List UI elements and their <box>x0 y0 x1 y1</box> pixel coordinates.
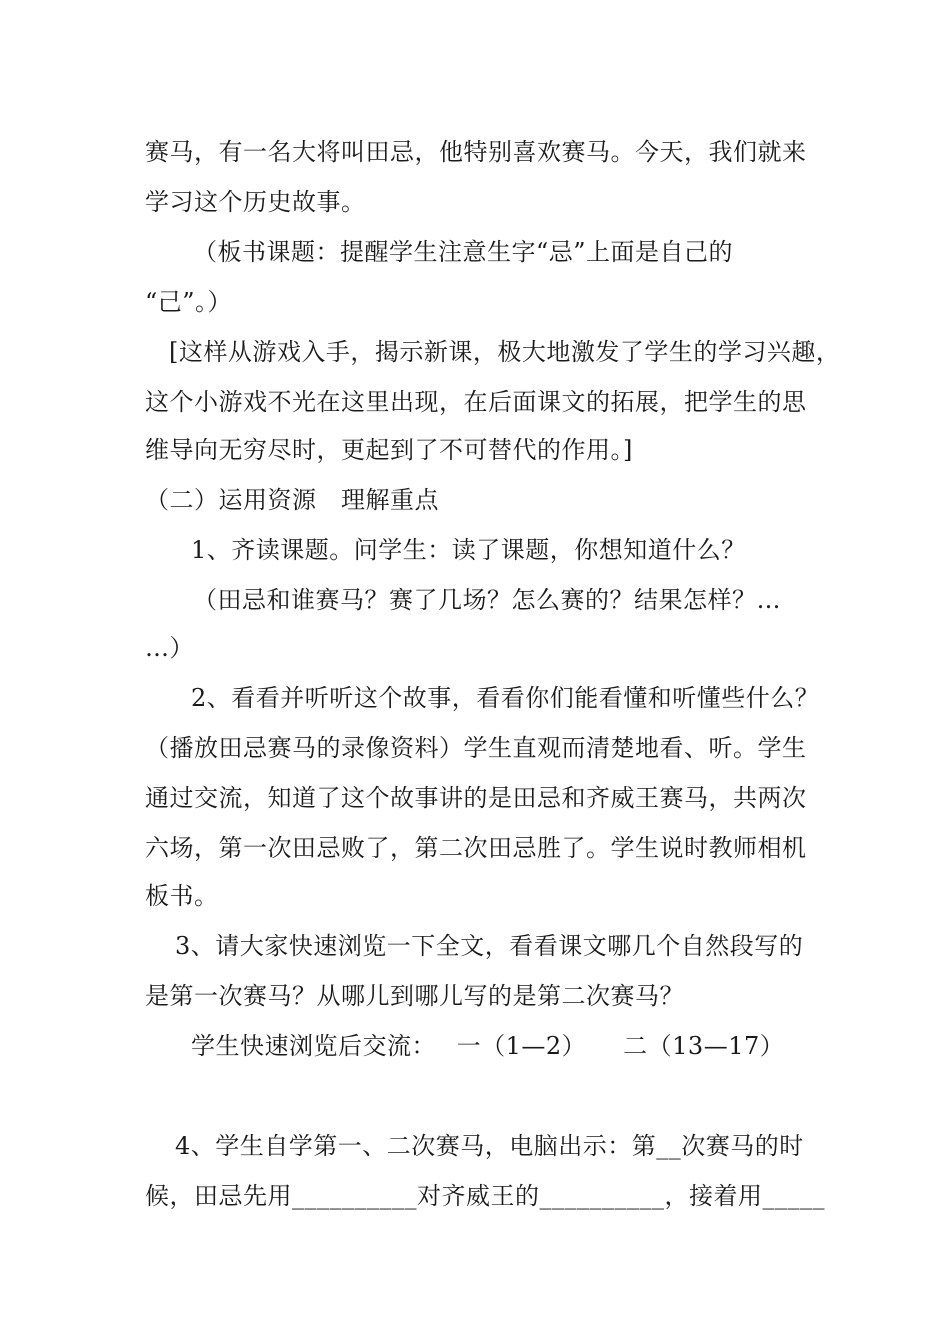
paragraph-line: （田忌和谁赛马？赛了几场？怎么赛的？结果怎样？… <box>193 586 781 614</box>
paragraph-line: （板书课题：提醒学生注意生字“忌”上面是自己的 <box>193 238 734 266</box>
paragraph-line: 1、齐读课题。问学生：读了课题，你想知道什么？ <box>191 536 746 564</box>
paragraph-line: 这个小游戏不光在这里出现，在后面课文的拓展，把学生的思 <box>145 388 807 416</box>
section-heading: （二）运用资源 理解重点 <box>145 486 439 514</box>
paragraph-line: 候，田忌先用__________对齐威王的__________，接着用_____ <box>145 1182 825 1210</box>
paragraph-line: 2、看看并听听这个故事，看看你们能看懂和听懂些什么？ <box>191 684 820 712</box>
paragraph-line: [这样从游戏入手，揭示新课，极大地激发了学生的学习兴趣， <box>169 338 841 366</box>
paragraph-line: 学生快速浏览后交流： 一（1—2） 二（13—17） <box>191 1032 785 1060</box>
paragraph-line: 板书。 <box>145 882 219 910</box>
paragraph-line: “己”。） <box>145 288 233 316</box>
paragraph-line: 是第一次赛马？从哪儿到哪儿写的是第二次赛马？ <box>145 982 684 1010</box>
paragraph-line: 4、学生自学第一、二次赛马，电脑出示：第__次赛马的时 <box>175 1132 804 1160</box>
paragraph-line: （播放田忌赛马的录像资料）学生直观而清楚地看、听。学生 <box>145 734 807 762</box>
paragraph-line: 通过交流，知道了这个故事讲的是田忌和齐威王赛马，共两次 <box>145 784 807 812</box>
paragraph-line: 维导向无穷尽时，更起到了不可替代的作用。] <box>145 436 633 464</box>
paragraph-line: 六场，第一次田忌败了，第二次田忌胜了。学生说时教师相机 <box>145 834 807 862</box>
paragraph-line: 3、请大家快速浏览一下全文，看看课文哪几个自然段写的 <box>175 932 804 960</box>
paragraph-line: …） <box>145 634 194 662</box>
paragraph-line: 赛马，有一名大将叫田忌，他特别喜欢赛马。今天，我们就来 <box>145 138 807 166</box>
paragraph-line: 学习这个历史故事。 <box>145 188 366 216</box>
